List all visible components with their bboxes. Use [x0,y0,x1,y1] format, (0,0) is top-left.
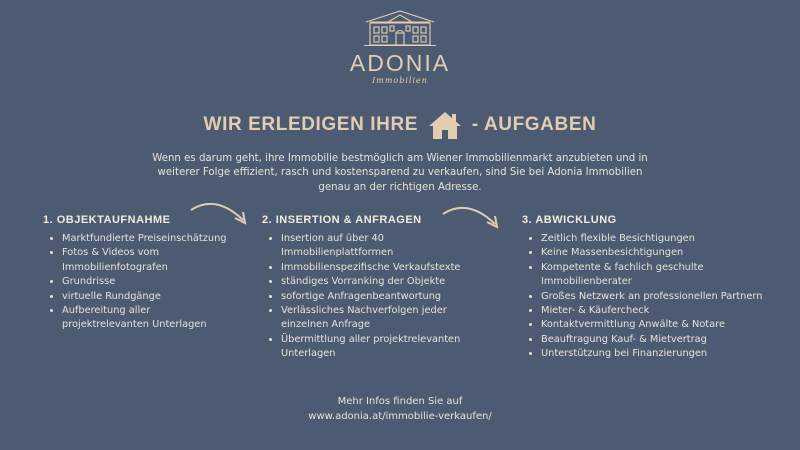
list-item: • Insertion auf über 40 Immobilienplattformen [281,232,492,261]
brand-subtitle: Immobilien [372,76,428,85]
building-logo-icon [360,8,440,48]
headline-text-before: WIR ERLEDIGEN IHRE [203,114,419,135]
step-title: 1. OBJEKTAUFNAHME [43,214,171,226]
footer-text: Mehr Infos finden Sie auf [337,396,463,407]
intro-paragraph: Wenn es darum geht, ihre Immobilie bestmöglich am Wiener Immobilienmarkt anzubieten und in weiterer Folge effizient, rasch und kostensparend zu verkaufen, sind Sie bei Adonia Immobilien genau an der richtigen Adresse. [152,153,648,193]
list-item: • Fotos & Videos vom Immobilienfotografen [62,246,233,275]
list-item: • Kontaktvermittlung Anwälte & Notare [541,318,772,332]
list-item: • Zeitlich flexible Besichtigungen [541,232,772,246]
list-item: • sofortige Anfragenbeantwortung [281,290,492,304]
step-abwicklung [522,214,772,362]
brand-logo [0,8,800,86]
step-objektaufnahme [43,214,233,333]
list-item: • Immobilienspezifische Verkaufstexte [281,261,492,275]
list-item: • Grundrisse [62,275,233,289]
step-title: 2. INSERTION & ANFRAGEN [262,214,422,226]
step-list [43,232,233,333]
list-item: • Kompetente & fachlich geschulte Immobilienberater [541,261,772,290]
list-item: • Mieter- & Käufercheck [541,304,772,318]
list-item: • virtuelle Rundgänge [62,290,233,304]
headline-text-after: - AUFGABEN [471,114,597,135]
list-item: • Unterstützung bei Finanzierungen [541,347,772,361]
step-list [262,232,492,362]
list-item: • ständiges Vorranking der Objekte [281,275,492,289]
headline [0,110,800,140]
step-insertion-anfragen [262,214,492,362]
step-title: 3. ABWICKLUNG [522,214,617,226]
list-item: • Marktfundierte Preiseinschätzung [62,232,233,246]
list-item: • Übermittlung aller projektrelevanten Unterlagen [281,333,492,362]
step-list [522,232,772,362]
list-item: • Verlässliches Nachverfolgen jeder einzelnen Anfrage [281,304,492,333]
footer-link[interactable]: www.adonia.at/immobilie-verkaufen/ [308,410,492,422]
list-item: • Aufbereitung aller projektrelevanten Unterlagen [62,304,233,333]
list-item: • Großes Netzwerk an professionellen Partnern [541,290,772,304]
list-item: • Beauftragung Kauf- & Mietvertrag [541,333,772,347]
footer [0,395,800,424]
house-icon [428,110,462,140]
list-item: • Keine Massenbesichtigungen [541,246,772,260]
brand-name: ADONIA [349,50,451,76]
